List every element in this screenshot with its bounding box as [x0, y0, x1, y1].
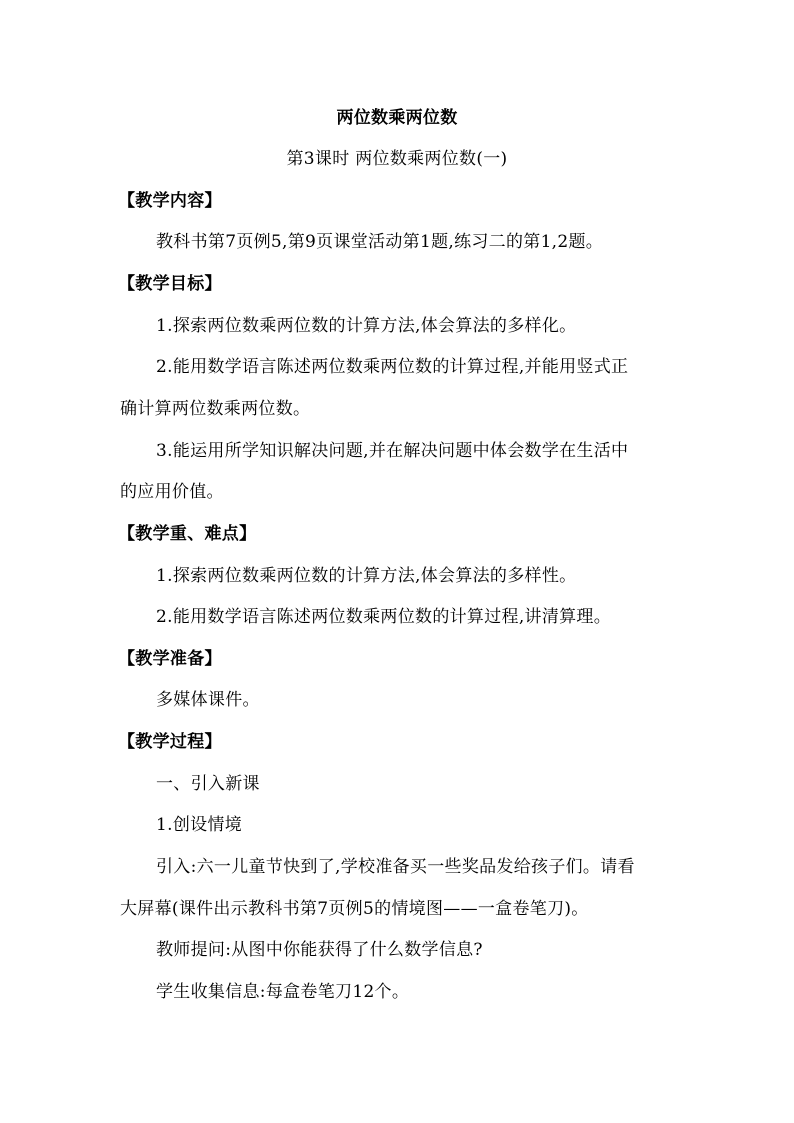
process-line: 引入:六一儿童节快到了,学校准备买一些奖品发给孩子们。请看 — [156, 857, 635, 877]
prep-text: 多媒体课件。 — [156, 690, 260, 710]
section-heading-process: 【教学过程】 — [118, 732, 222, 752]
content-text: 教科书第7页例5,第9页课堂活动第1题,练习二的第1,2题。 — [156, 232, 604, 252]
process-line: 1.创设情境 — [156, 815, 243, 835]
process-line: 教师提问:从图中你能获得了什么数学信息? — [156, 940, 483, 960]
section-heading-prep: 【教学准备】 — [118, 649, 222, 669]
process-line-continuation: 大屏幕(课件出示教科书第7页例5的情境图——一盒卷笔刀)。 — [120, 899, 589, 919]
section-heading-keypoints: 【教学重、难点】 — [118, 524, 257, 544]
goal-item: 1.探索两位数乘两位数的计算方法,体会算法的多样化。 — [156, 316, 577, 336]
lesson-subtitle: 第3课时 两位数乘两位数(一) — [286, 149, 508, 169]
goal-item: 2.能用数学语言陈述两位数乘两位数的计算过程,并能用竖式正 — [156, 357, 629, 377]
keypoint-item: 1.探索两位数乘两位数的计算方法,体会算法的多样性。 — [156, 566, 577, 586]
document-title: 两位数乘两位数 — [336, 108, 458, 128]
keypoint-item: 2.能用数学语言陈述两位数乘两位数的计算过程,讲清算理。 — [156, 607, 612, 627]
goal-item-continuation: 确计算两位数乘两位数。 — [120, 399, 311, 419]
goal-item: 3.能运用所学知识解决问题,并在解决问题中体会数学在生活中 — [156, 441, 629, 461]
section-heading-goals: 【教学目标】 — [118, 274, 222, 294]
process-line: 学生收集信息:每盒卷笔刀12个。 — [156, 982, 410, 1002]
goal-item-continuation: 的应用价值。 — [120, 482, 224, 502]
section-heading-content: 【教学内容】 — [118, 191, 222, 211]
process-line: 一、引入新课 — [156, 774, 260, 794]
